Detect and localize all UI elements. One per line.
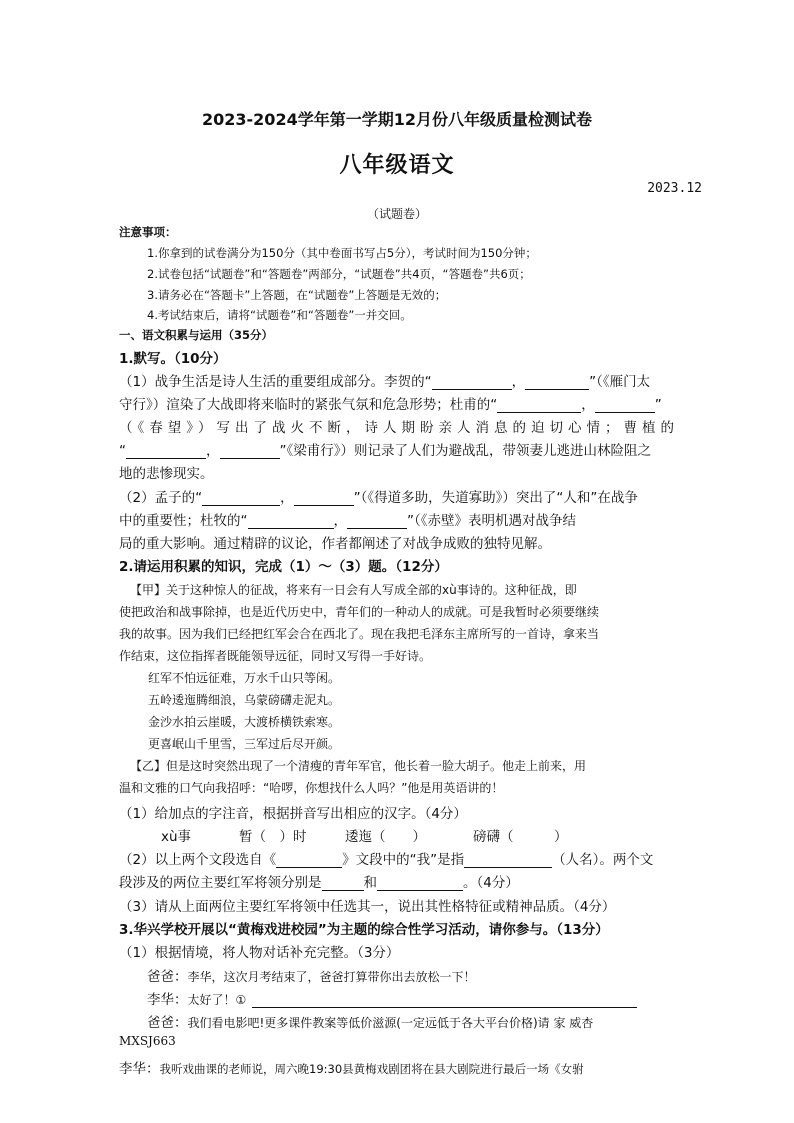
q2-sub3: （3）请从上面两位主要红军将领中任选其一，说出其性格特征或精神品质。（4分）: [119, 899, 616, 915]
dialogue-line: 爸爸：我们看电影吧!更多课件教案等低价滋源(一定远低于各大平台价格)请 家 威杏: [147, 1015, 594, 1031]
passage-jia-line: 使把政治和战事除掉，也是近代历史中，青年们的一种动人的成就。可是我暂时必须要继续: [119, 605, 600, 619]
subject-title: 八年级语文: [339, 153, 455, 178]
answer-blank[interactable]: [525, 376, 589, 391]
passage-yi-line: 温和文雅的口气向我招呼：“哈啰，你想找什么人吗？”他是用英语讲的！: [119, 781, 504, 795]
q1-line: 守行》）渲染了大战即将来临时的紧张气氛和危急形势；杜甫的“ ， ”: [119, 397, 662, 413]
answer-blank[interactable]: [202, 492, 280, 507]
q1-line: 局的重大影响。通过精辟的议论，作者都阐述了对战争成败的独特见解。: [119, 536, 551, 552]
dialogue-line: MXSJ663: [119, 1034, 176, 1048]
passage-jia-line: 我的故事。因为我们已经把红军会合在西北了。现在我把毛泽东主席所写的一首诗，拿来当: [119, 627, 600, 641]
answer-blank[interactable]: [252, 994, 637, 1009]
speaker-dad: 爸爸：: [147, 969, 188, 985]
speaker-li: 李华：: [119, 1061, 160, 1077]
answer-blank[interactable]: [322, 877, 364, 892]
q1-line: （《春望》）写出了战火不断，诗人期盼亲人消息的迫切心情；曹植的: [119, 420, 674, 436]
answer-blank[interactable]: [126, 445, 206, 460]
speaker-li: 李华：: [147, 992, 188, 1008]
poem-line: 金沙水拍云崖暖，大渡桥横铁索寒。: [148, 715, 341, 729]
q1-line: “ ， ”《梁甫行》）则记录了人们为避战乱，带领妻儿逃进山林险阻之: [119, 443, 651, 459]
note-item: 2.试卷包括“试题卷”和“答题卷”两部分，“试题卷”共4页，“答题卷”共6页；: [147, 267, 531, 281]
poem-line: 红军不怕远征难，万水千山只等闲。: [148, 671, 341, 685]
dialogue-line: 李华：我听戏曲课的老师说，周六晚19:30县黄梅戏剧团将在县大剧院进行最后一场《女驸: [119, 1061, 584, 1077]
q2-heading: 2.请运用积累的知识，完成（1）～（3）题。（12分）: [119, 559, 448, 575]
answer-blank[interactable]: [497, 399, 581, 414]
answer-blank[interactable]: [377, 877, 463, 892]
poem-line: 更喜岷山千里雪，三军过后尽开颜。: [148, 737, 341, 751]
answer-blank[interactable]: [432, 376, 512, 391]
section-heading: 一、语文积累与运用（35分）: [119, 328, 274, 342]
answer-blank[interactable]: [248, 515, 334, 530]
q1-line: 中的重要性；杜牧的“ ， ”（《赤壁》表明机遇对战争结: [119, 513, 576, 529]
passage-yi-line: 【乙】但是这时突然出现了一个清瘦的青年军官，他长着一脸大胡子。他走上前来，用: [130, 759, 587, 773]
notes-heading: 注意事项：: [119, 225, 177, 239]
q2-sub2: （2）以上两个文段选自《 》文段中的“我”是指 （人名）。两个文: [119, 852, 654, 868]
q1-line: （2）孟子的“ ， ”（《得道多助，失道寡助》）突出了“人和”在战争: [119, 490, 638, 506]
q1-line: （1）战争生活是诗人生活的重要组成部分。李贺的“ ， ”（《雁门太: [119, 374, 651, 390]
dialogue-line: 李华：太好了！①: [147, 988, 637, 1008]
speaker-dad: 爸爸：: [147, 1015, 188, 1031]
q1-heading: 1.默写。（10分）: [119, 351, 227, 367]
note-item: 1.你拿到的试卷满分为150分（其中卷面书写占5分），考试时间为150分钟；: [147, 246, 537, 260]
dialogue-line: 爸爸：李华，这次月考结束了，爸爸打算带你出去放松一下！: [147, 969, 476, 985]
answer-blank[interactable]: [595, 399, 655, 414]
poem-line: 五岭逶迤腾细浪，乌蒙磅礴走泥丸。: [148, 693, 341, 707]
note-item: 4.考试结束后，请将“试题卷”和“答题卷”一并交回。: [147, 308, 412, 322]
passage-jia-line: 【甲】关于这种惊人的征战，将来有一日会有人写成全部的xù事诗的。这种征战，即: [130, 583, 577, 597]
exam-title: 2023-2024学年第一学期12月份八年级质量检测试卷: [202, 110, 592, 129]
word-item: xù事: [161, 829, 192, 845]
answer-blank[interactable]: [347, 515, 407, 530]
answer-blank[interactable]: [220, 445, 280, 460]
answer-blank[interactable]: [276, 854, 342, 869]
word-item: 磅礴（ ）: [473, 829, 568, 845]
note-item: 3.请务必在“答题卡”上答题，在“试题卷”上答题是无效的；: [147, 288, 447, 302]
exam-date: 2023.12: [647, 181, 702, 196]
q3-sub1: （1）根据情境，将人物对话补充完整。（3分）: [119, 945, 400, 961]
word-item: 逶迤（ ）: [345, 829, 426, 845]
q3-heading: 3.华兴学校开展以“黄梅戏进校园”为主题的综合性学习活动，请你参与。（13分）: [119, 922, 609, 938]
word-item: 暂（ ）时: [239, 829, 307, 845]
q1-line: 地的悲惨现实。: [119, 466, 214, 482]
volume-label: （试题卷）: [366, 207, 427, 221]
q2-sub2-line2: 段涉及的两位主要红军将领分别是 和 。（4分）: [119, 875, 519, 891]
passage-jia-line: 作结束，这位指挥者既能领导远征，同时又写得一手好诗。: [119, 649, 432, 663]
answer-blank[interactable]: [294, 492, 354, 507]
q2-sub1: （1）给加点的字注音，根据拼音写出相应的汉字。（4分）: [119, 806, 467, 822]
answer-blank[interactable]: [464, 854, 552, 869]
